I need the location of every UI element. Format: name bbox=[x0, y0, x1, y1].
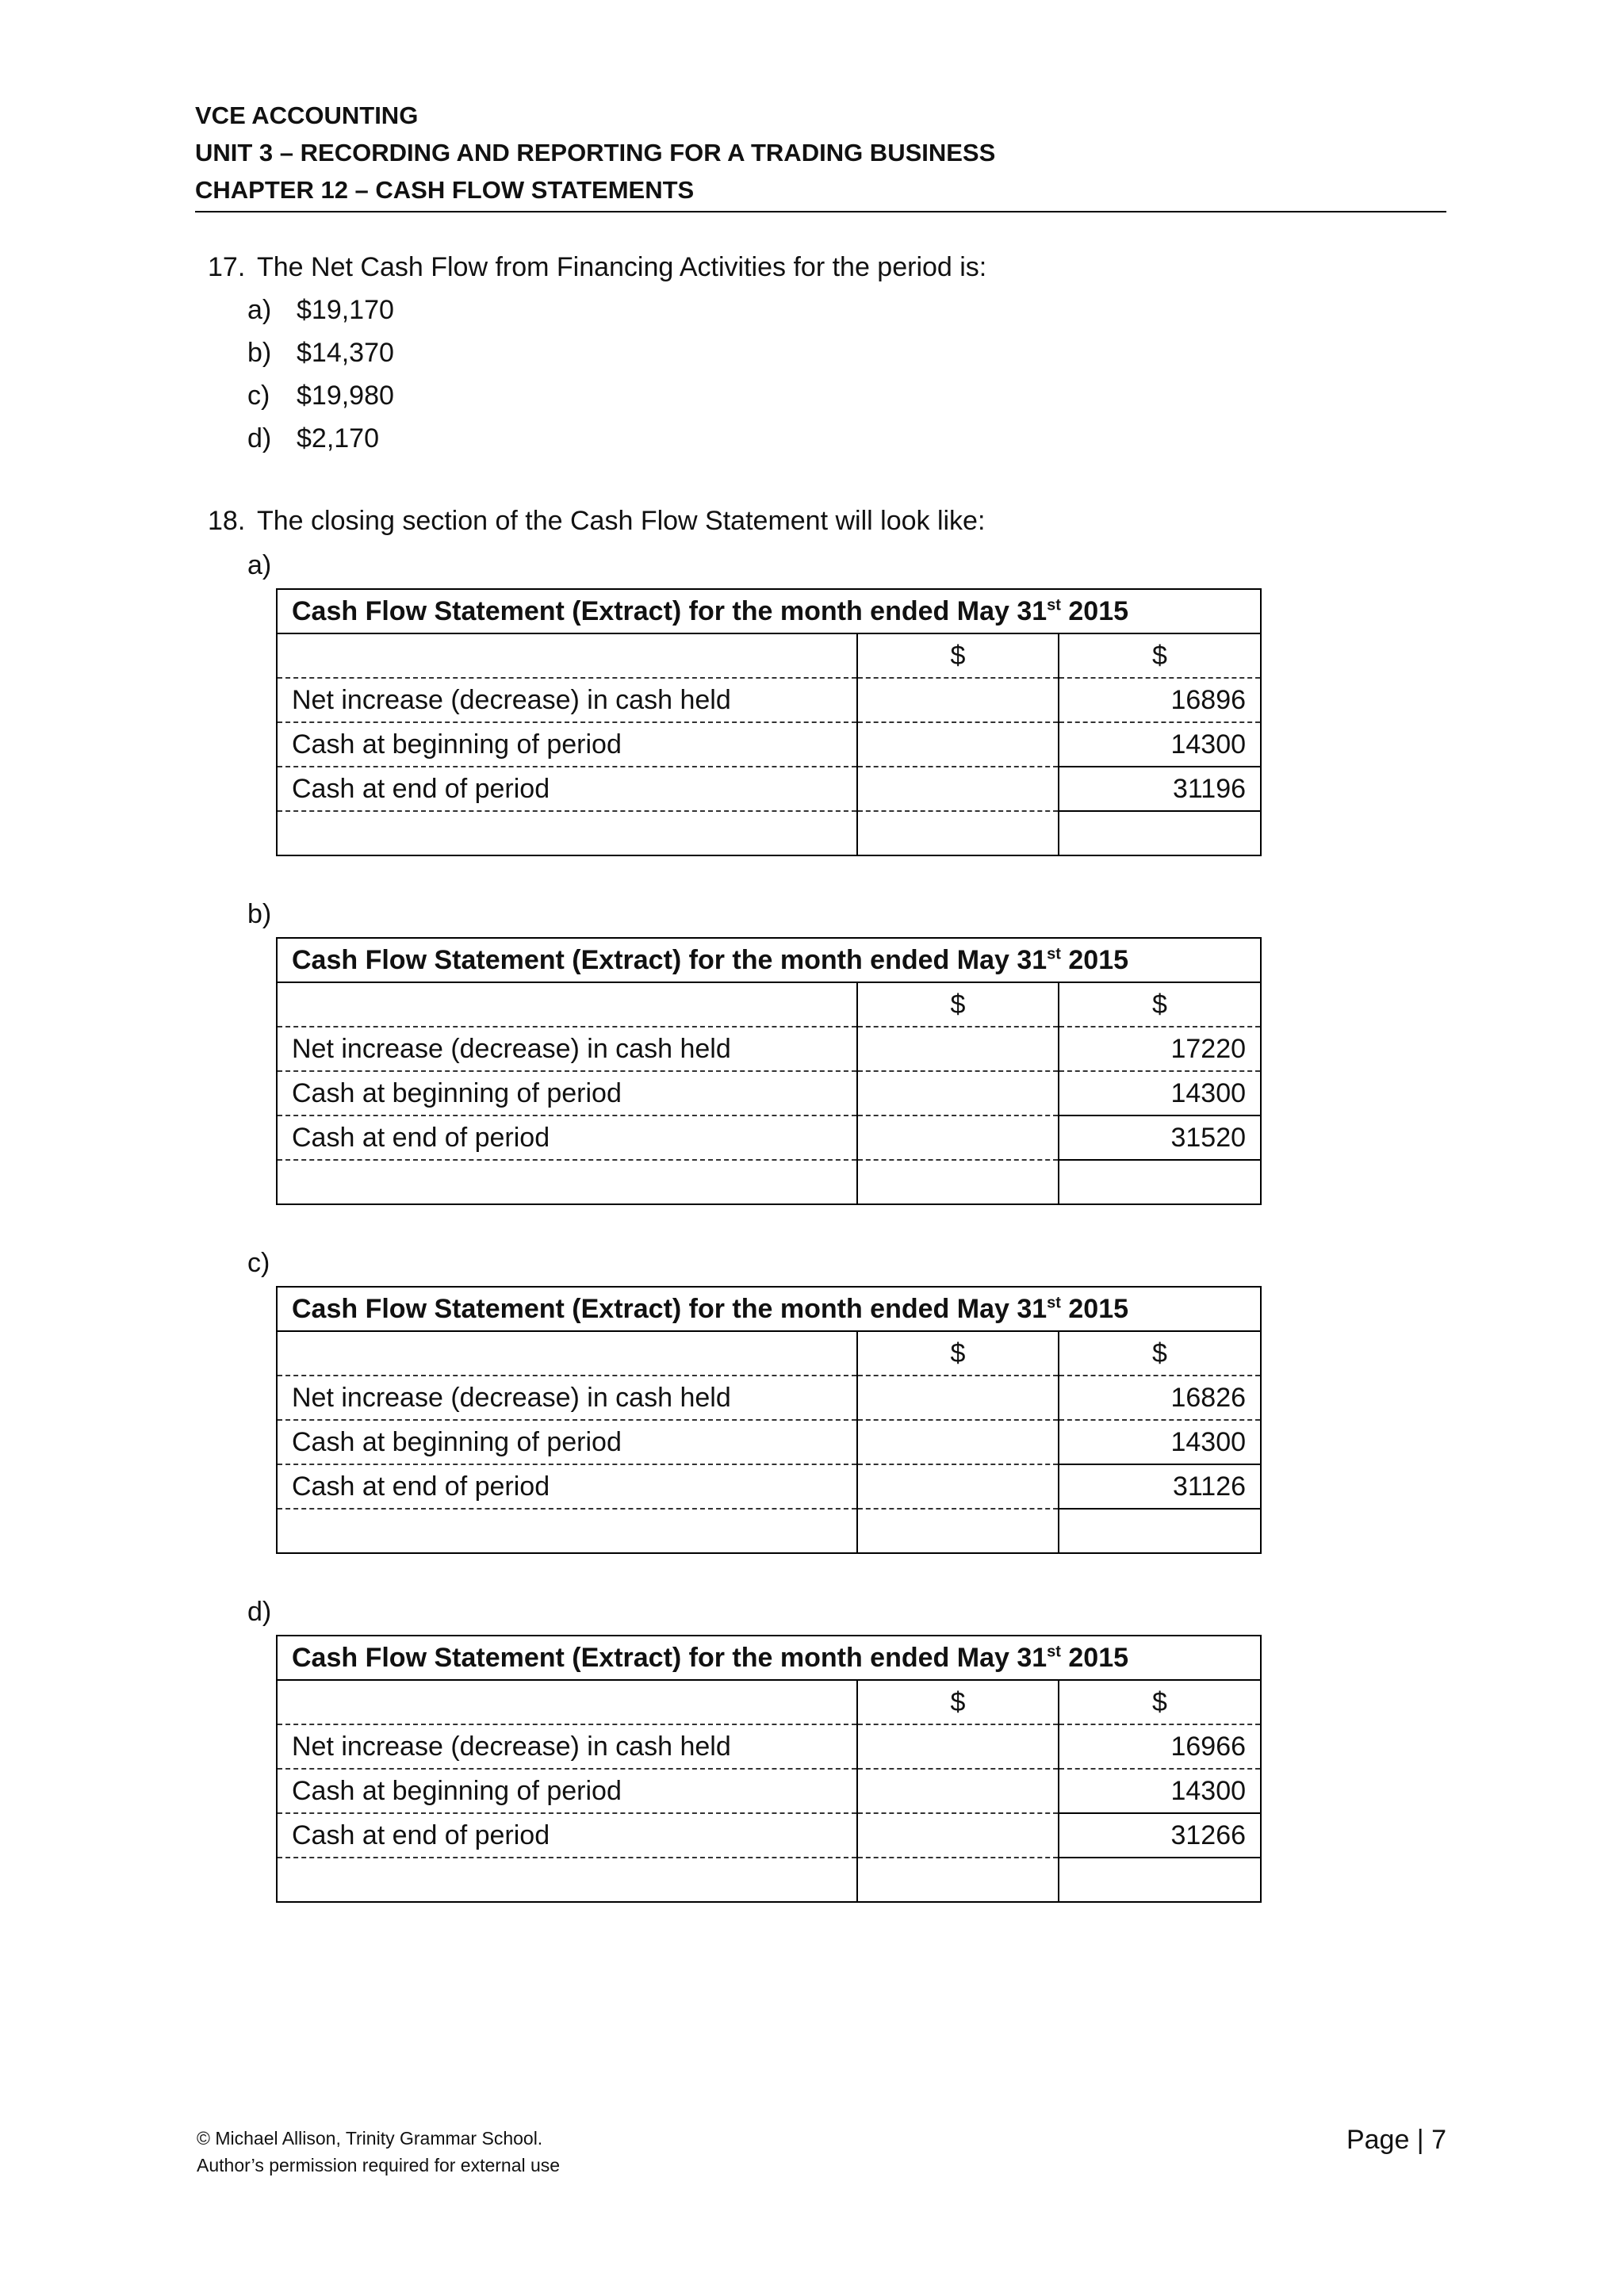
header-divider bbox=[195, 211, 1446, 212]
net-increase-value: 16826 bbox=[1059, 1376, 1261, 1420]
net-increase-value: 16896 bbox=[1059, 678, 1261, 722]
row-label: Cash at beginning of period bbox=[277, 722, 857, 767]
q18-option-b-label: b) bbox=[247, 899, 272, 929]
question-number: 18. bbox=[208, 506, 246, 536]
row-label: Cash at end of period bbox=[277, 767, 857, 811]
row-label: Cash at end of period bbox=[277, 1115, 857, 1160]
q18-option-c-label: c) bbox=[247, 1248, 270, 1278]
row-label: Cash at end of period bbox=[277, 1464, 857, 1509]
row-label: Cash at beginning of period bbox=[277, 1769, 857, 1813]
cash-end-value: 31266 bbox=[1059, 1813, 1261, 1858]
document-header bbox=[195, 97, 1446, 209]
cash-beginning-value: 14300 bbox=[1059, 1769, 1261, 1813]
row-label: Net increase (decrease) in cash held bbox=[277, 678, 857, 722]
cash-beginning-value: 14300 bbox=[1059, 1420, 1261, 1464]
copyright-text: © Michael Allison, Trinity Grammar School. bbox=[197, 2128, 543, 2149]
cash-end-value: 31126 bbox=[1059, 1464, 1261, 1509]
row-label: Net increase (decrease) in cash held bbox=[277, 1724, 857, 1769]
cash-end-value: 31196 bbox=[1059, 767, 1261, 811]
question-number: 17. bbox=[208, 252, 246, 282]
table-title: Cash Flow Statement (Extract) for the month ended May 31st 2015 bbox=[277, 589, 1261, 633]
q17-option-b: b) $14,370 bbox=[247, 338, 394, 368]
row-label: Cash at beginning of period bbox=[277, 1071, 857, 1115]
q18-option-c-table: Cash Flow Statement (Extract) for the month ended May 31st 2015 $ $ Net increase (decrease) in cash held 16826 Cash at beginning of period 14300 Cash at end of period 31126 bbox=[276, 1286, 1260, 1554]
cash-beginning-value: 14300 bbox=[1059, 1071, 1261, 1115]
table-title: Cash Flow Statement (Extract) for the month ended May 31st 2015 bbox=[277, 1287, 1261, 1331]
question-18 bbox=[208, 499, 985, 542]
question-17 bbox=[208, 246, 986, 289]
cash-end-value: 31520 bbox=[1059, 1115, 1261, 1160]
cash-beginning-value: 14300 bbox=[1059, 722, 1261, 767]
header-subject: VCE ACCOUNTING bbox=[195, 101, 419, 129]
q18-option-d-table: Cash Flow Statement (Extract) for the month ended May 31st 2015 $ $ Net increase (decrease) in cash held 16966 Cash at beginning of period 14300 Cash at end of period 31266 bbox=[276, 1635, 1260, 1903]
row-label: Cash at beginning of period bbox=[277, 1420, 857, 1464]
table-title: Cash Flow Statement (Extract) for the month ended May 31st 2015 bbox=[277, 938, 1261, 982]
net-increase-value: 16966 bbox=[1059, 1724, 1261, 1769]
row-label: Cash at end of period bbox=[277, 1813, 857, 1858]
permission-text: Author’s permission required for external use bbox=[197, 2155, 561, 2175]
q18-option-b-table: Cash Flow Statement (Extract) for the month ended May 31st 2015 $ $ Net increase (decrease) in cash held 17220 Cash at beginning of period 14300 Cash at end of period 31520 bbox=[276, 937, 1260, 1205]
row-label: Net increase (decrease) in cash held bbox=[277, 1376, 857, 1420]
q17-option-c: c) $19,980 bbox=[247, 381, 394, 411]
question-text: The closing section of the Cash Flow Statement will look like: bbox=[257, 506, 986, 536]
header-unit: UNIT 3 – RECORDING AND REPORTING FOR A TRADING BUSINESS bbox=[195, 139, 996, 166]
header-chapter: CHAPTER 12 – CASH FLOW STATEMENTS bbox=[195, 176, 695, 204]
footer-credit bbox=[197, 2125, 560, 2179]
table-title: Cash Flow Statement (Extract) for the month ended May 31st 2015 bbox=[277, 1636, 1261, 1680]
q18-option-d-label: d) bbox=[247, 1597, 272, 1627]
row-label: Net increase (decrease) in cash held bbox=[277, 1027, 857, 1071]
q17-option-a: a) $19,170 bbox=[247, 295, 394, 325]
q18-option-a-table: Cash Flow Statement (Extract) for the month ended May 31st 2015 $ $ Net increase (decrease) in cash held 16896 Cash at beginning of period 14300 Cash at end of period 31196 bbox=[276, 588, 1260, 856]
question-text: The Net Cash Flow from Financing Activities for the period is: bbox=[257, 252, 987, 282]
net-increase-value: 17220 bbox=[1059, 1027, 1261, 1071]
page-number: Page | 7 bbox=[1346, 2125, 1446, 2155]
q18-option-a-label: a) bbox=[247, 550, 272, 580]
q17-option-d: d) $2,170 bbox=[247, 423, 379, 453]
